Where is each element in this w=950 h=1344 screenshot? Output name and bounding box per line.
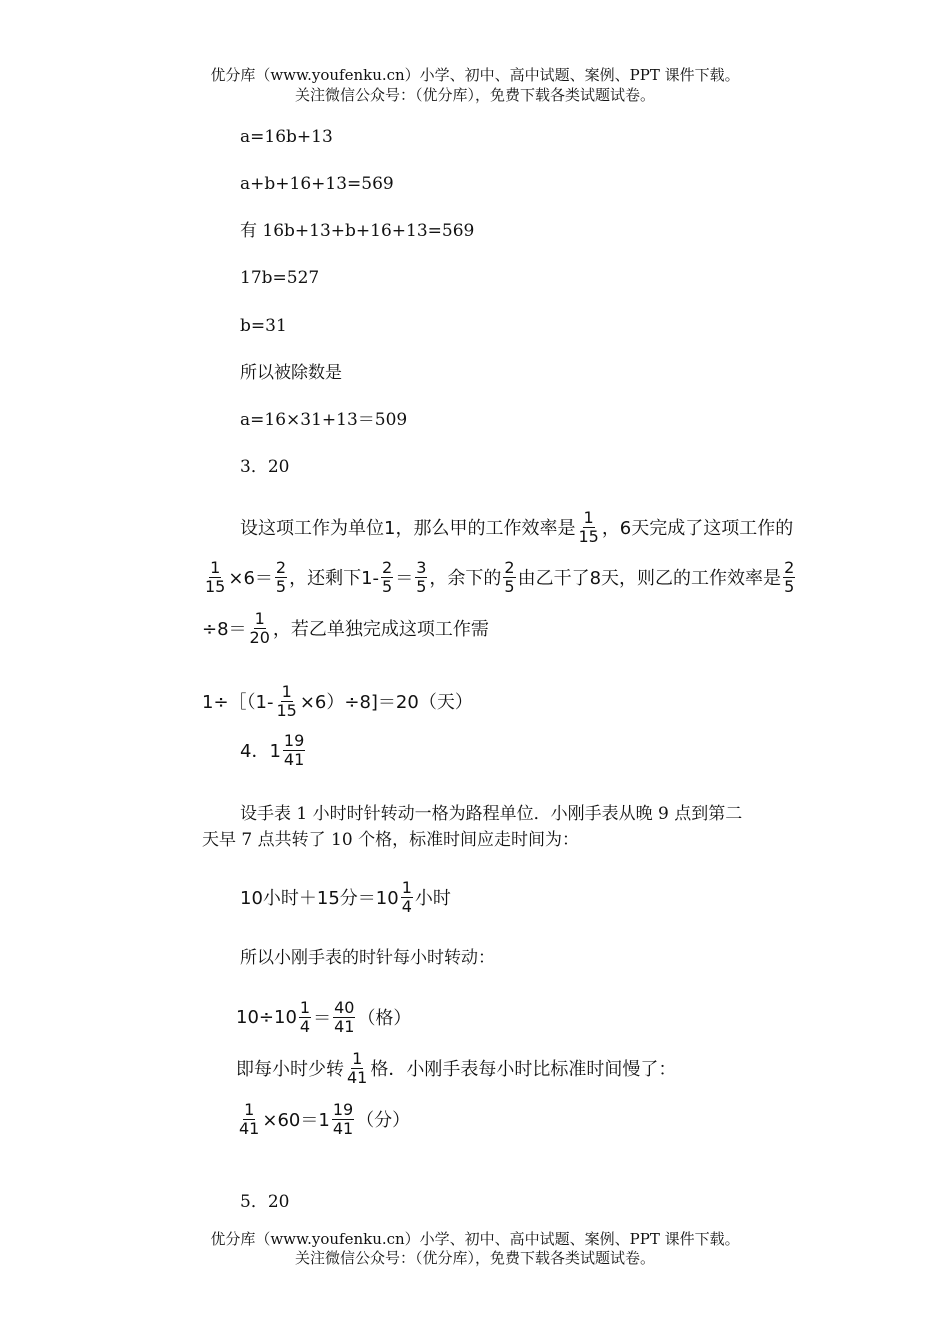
q2-line-1: a=16b+13 [240,127,333,147]
fraction: $\frac{2}{5}$ [504,557,515,596]
q3-para-line-3 [202,605,489,651]
q3-answer: 3．20 [240,457,290,477]
fraction: $\frac{1}{4}$ [401,877,412,916]
q3-equation [202,678,473,724]
q2-line-7: a=16×31+13＝509 [240,410,408,430]
q4-math-2 [236,994,411,1040]
q2-line-6: 所以被除数是 [240,363,342,383]
header-line-1: 优分库（www.youfenku.cn）小学、初中、高中试题、案例、PPT 课件下载。 [210,66,740,84]
q4-math-4 [236,1096,410,1142]
fraction: $\frac{2}{5}$ [382,557,393,596]
q3-text: 由乙干了8天，则乙的工作效率是 [517,568,782,589]
fraction: $\frac{40}{41}$ [334,997,355,1036]
fraction: $\frac{1}{41}$ [347,1048,368,1087]
fraction: $\frac{1}{15}$ [276,681,297,720]
fraction: $\frac{1}{15}$ [578,507,599,546]
q4-text: ＝ [313,1008,332,1029]
q3-text: ，余下的 [429,568,502,589]
footer-line-2: 关注微信公众号：（优分库），免费下载各类试题试卷。 [294,1249,655,1267]
q4-para-line-3: 所以小刚手表的时针每小时转动： [240,948,495,968]
q3-text: ×6＝ [228,568,273,589]
q3-text: ，还剩下1- [289,568,380,589]
q4-text: 即每小时少转 [236,1059,344,1080]
fraction: $\frac{1}{20}$ [249,608,270,647]
q3-text: ＝ [395,568,414,589]
q3-text: ×6）÷8]＝20（天） [299,692,473,713]
q4-math-3 [236,1045,676,1091]
q4-text: 小时 [414,888,451,909]
fraction: $\frac{1}{15}$ [205,557,226,596]
q3-text: ，若乙单独完成这项工作需 [272,619,489,640]
q3-text: ÷8＝ [202,619,247,640]
q4-answer [240,727,307,773]
q4-para-line-2: 天早 7 点共转了 10 个格，标准时间应走时间为： [202,830,580,850]
header-line-2: 关注微信公众号：（优分库），免费下载各类试题试卷。 [294,86,655,104]
fraction: $\frac{2}{5}$ [275,557,287,596]
fraction: $\frac{2}{5}$ [784,557,795,596]
fraction: $\frac{1}{41}$ [239,1099,260,1138]
q3-para-line-1 [240,504,793,550]
q4-math-1 [240,874,451,920]
q4-text: 10÷10 [236,1006,297,1028]
fraction: $\frac{19}{41}$ [332,1099,354,1138]
q2-line-5: b=31 [240,316,287,336]
q3-para-line-2 [202,554,797,600]
q4-text: 格．小刚手表每小时比标准时间慢了： [370,1059,677,1080]
q4-text: 10小时＋15分＝10 [240,888,399,909]
q3-text: 设这项工作为单位1，那么甲的工作效率是 [240,518,576,539]
q3-text: ，6天完成了这项工作的 [601,518,794,539]
q2-line-3: 有 16b+13+b+16+13=569 [240,221,475,241]
q4-text: ×60＝1 [262,1110,330,1131]
q3-text: 1÷［（1- [202,692,274,713]
q2-line-2: a+b+16+13=569 [240,174,394,194]
q4-text: （分） [356,1110,411,1131]
footer-line-1: 优分库（www.youfenku.cn）小学、初中、高中试题、案例、PPT 课件下载。 [210,1230,740,1248]
q4-text: （格） [357,1008,412,1029]
q4-para-line-1: 设手表 1 小时时针转动一格为路程单位．小刚手表从晚 9 点到第二 [240,804,743,824]
q4-answer-prefix: 4．1 [240,741,281,762]
fraction: $\frac{1}{4}$ [299,997,311,1036]
fraction: $\frac{19}{41}$ [283,730,305,769]
q2-line-4: 17b=527 [240,268,320,288]
q5-answer: 5．20 [240,1192,290,1212]
fraction: $\frac{3}{5}$ [416,557,427,596]
